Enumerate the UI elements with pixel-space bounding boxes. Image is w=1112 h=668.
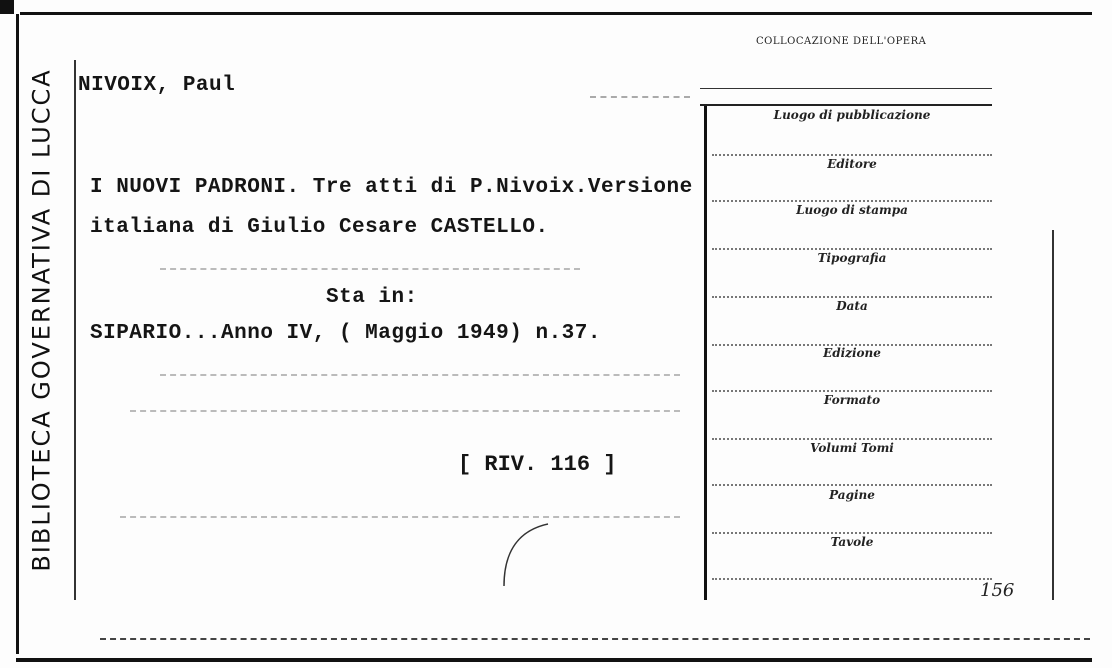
top-border [20, 12, 1092, 15]
field-edizione: Edizione [823, 346, 881, 360]
author-heading: NIVOIX, Paul [78, 74, 236, 97]
field-tipografia: Tipografia [817, 251, 887, 265]
source-citation: SIPARIO...Anno IV, ( Maggio 1949) n.37. [90, 322, 601, 345]
field-editore: Editore [827, 157, 877, 171]
shelfmark: [ RIV. 116 ] [458, 452, 617, 477]
collocation-box-left [704, 106, 707, 600]
guide-line [160, 268, 580, 270]
title-line-1: I NUOVI PADRONI. Tre atti di P.Nivoix.Versione [90, 176, 693, 199]
guide-line [160, 374, 680, 376]
right-edge-line [1052, 230, 1054, 600]
collocation-rule-2 [700, 104, 992, 106]
in-label: Sta in: [326, 286, 418, 309]
library-stamp [18, 28, 66, 612]
field-rule [712, 578, 992, 580]
field-luogo-pubblicazione: Luogo di pubblicazione [773, 108, 931, 122]
pen-stroke [490, 520, 550, 590]
field-data: Data [836, 299, 868, 313]
field-rule [712, 484, 992, 486]
collocation-rule-1 [700, 88, 992, 89]
field-rule [712, 296, 992, 298]
guide-line [120, 516, 680, 518]
field-formato: Formato [823, 393, 881, 407]
field-rule [712, 532, 992, 534]
field-rule [712, 438, 992, 440]
field-rule [712, 200, 992, 202]
handwritten-number: 156 [980, 580, 1015, 601]
field-luogo-stampa: Luogo di stampa [796, 203, 908, 217]
field-volumi-tomi: Volumi Tomi [810, 441, 894, 455]
field-rule [712, 248, 992, 250]
guide-line [100, 638, 1090, 640]
guide-line [130, 410, 680, 412]
field-pagine: Pagine [829, 488, 875, 502]
left-margin-line [74, 60, 76, 600]
bottom-border [16, 658, 1092, 662]
guide-line [590, 96, 690, 98]
corner-mark [0, 0, 14, 14]
field-rule [712, 154, 992, 156]
collocation-title: COLLOCAZIONE DELL'OPERA [756, 36, 927, 47]
field-rule [712, 390, 992, 392]
library-stamp-text: BIBLIOTECA GOVERNATIVA DI LUCCA [28, 68, 56, 572]
title-line-2: italiana di Giulio Cesare CASTELLO. [90, 216, 549, 239]
field-tavole: Tavole [830, 535, 874, 549]
